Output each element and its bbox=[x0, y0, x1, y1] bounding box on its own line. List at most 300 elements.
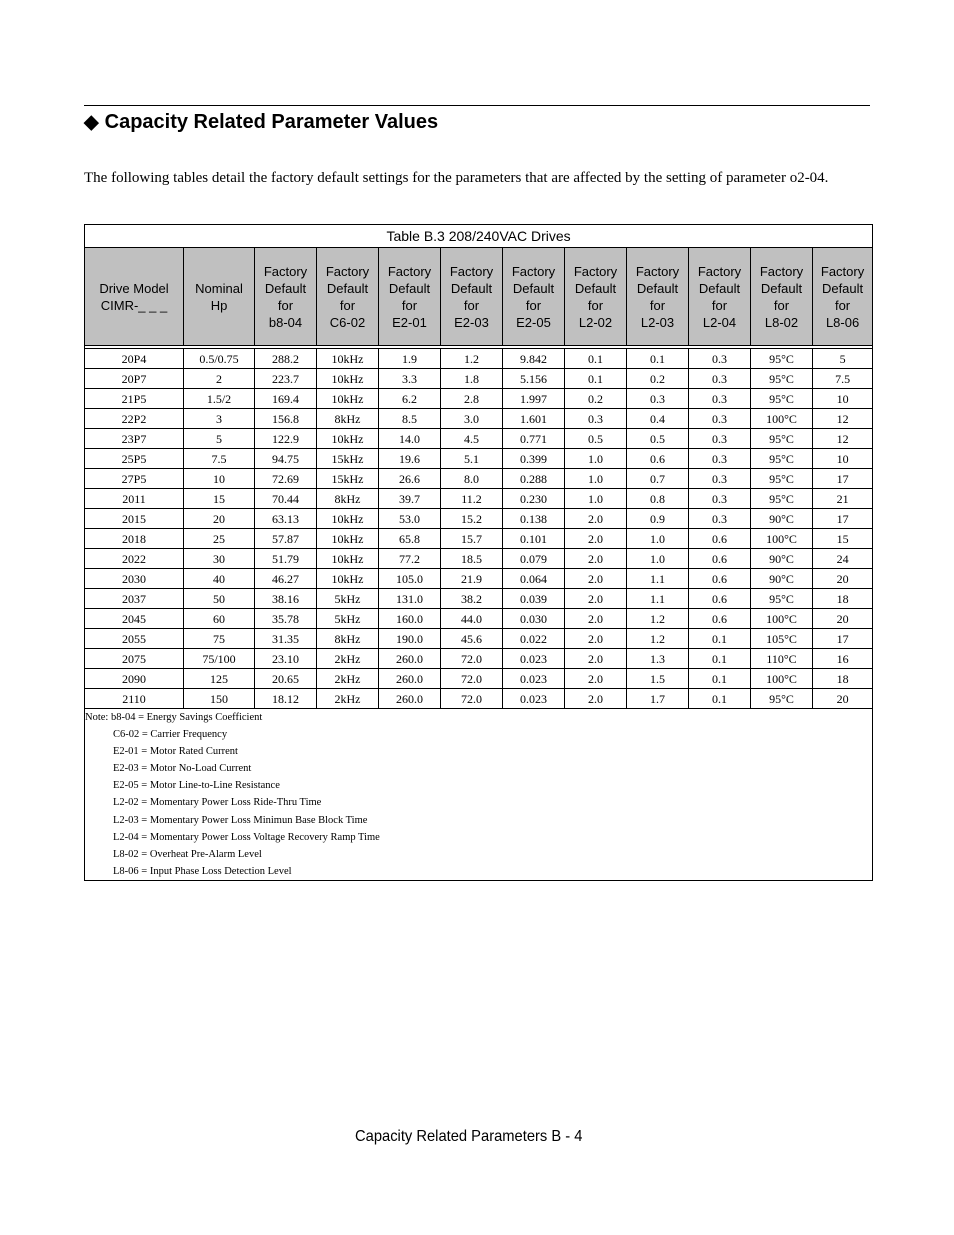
column-header-line: CIMR-_ _ _ bbox=[100, 297, 168, 313]
table-cell: 0.1 bbox=[689, 649, 751, 669]
column-header-line: for bbox=[525, 297, 542, 313]
table-cell: 0.3 bbox=[689, 389, 751, 409]
column-header-line: Drive Model bbox=[99, 280, 169, 296]
table-cell: 0.288 bbox=[503, 469, 565, 489]
table-cell: 22P2 bbox=[85, 409, 184, 429]
table-cell: 51.79 bbox=[255, 549, 317, 569]
table-cell: 27P5 bbox=[85, 469, 184, 489]
page-footer: Capacity Related Parameters B - 4 bbox=[355, 1128, 583, 1145]
column-header-line: Default bbox=[574, 280, 617, 296]
column-header-line: L2-03 bbox=[640, 314, 675, 330]
table-cell: 20 bbox=[813, 609, 873, 629]
table-cell: 14.0 bbox=[379, 429, 441, 449]
column-header-line: for bbox=[277, 297, 294, 313]
column-header-line: Factory bbox=[449, 263, 494, 279]
table-cell: 0.4 bbox=[627, 409, 689, 429]
table-cell: 0.3 bbox=[689, 409, 751, 429]
table-cell: 1.2 bbox=[627, 629, 689, 649]
column-header-line: Factory bbox=[820, 263, 865, 279]
table-cell: 0.2 bbox=[627, 369, 689, 389]
table-row bbox=[85, 649, 873, 669]
note-line: L8-02 = Overheat Pre-Alarm Level bbox=[113, 848, 262, 860]
table-cell: 23P7 bbox=[85, 429, 184, 449]
column-header-line: Factory bbox=[573, 263, 618, 279]
table-cell: 2015 bbox=[85, 509, 184, 529]
table-cell: 20 bbox=[813, 569, 873, 589]
table-cell: 0.5 bbox=[565, 429, 627, 449]
table-cell: 0.1 bbox=[565, 369, 627, 389]
table-cell: 3.0 bbox=[441, 409, 503, 429]
column-header bbox=[689, 248, 751, 346]
table-cell: 75/100 bbox=[184, 649, 255, 669]
table-cell: 2.0 bbox=[565, 669, 627, 689]
table-cell: 1.0 bbox=[565, 449, 627, 469]
table-cell: 45.6 bbox=[441, 629, 503, 649]
table-cell: 2030 bbox=[85, 569, 184, 589]
column-header-line: Default bbox=[760, 280, 803, 296]
column-header-line: Hp bbox=[210, 297, 228, 313]
column-header-line: E2-05 bbox=[516, 314, 551, 330]
table-row bbox=[85, 389, 873, 409]
table-cell: 10kHz bbox=[317, 349, 379, 369]
table-cell: 156.8 bbox=[255, 409, 317, 429]
table-cell: 1.997 bbox=[503, 389, 565, 409]
table-cell: 8kHz bbox=[317, 409, 379, 429]
table-cell: 1.2 bbox=[441, 349, 503, 369]
table-cell: 0.3 bbox=[689, 349, 751, 369]
table-row bbox=[85, 629, 873, 649]
column-header-line: Factory bbox=[635, 263, 680, 279]
column-header-line: b8-04 bbox=[268, 314, 303, 330]
table-cell: 0.3 bbox=[689, 509, 751, 529]
table-cell: 2.0 bbox=[565, 529, 627, 549]
table-cell: 5.156 bbox=[503, 369, 565, 389]
table-cell: 65.8 bbox=[379, 529, 441, 549]
table-cell: 160.0 bbox=[379, 609, 441, 629]
table-cell: 122.9 bbox=[255, 429, 317, 449]
table-cell: 0.3 bbox=[627, 389, 689, 409]
table-cell: 2075 bbox=[85, 649, 184, 669]
column-header-line: Factory bbox=[325, 263, 370, 279]
table-cell: 95°C bbox=[751, 429, 813, 449]
table-cell: 10kHz bbox=[317, 549, 379, 569]
column-header-line: C6-02 bbox=[329, 314, 366, 330]
table-cell: 223.7 bbox=[255, 369, 317, 389]
table-cell: 125 bbox=[184, 669, 255, 689]
table-cell: 0.6 bbox=[689, 529, 751, 549]
table-cell: 6.2 bbox=[379, 389, 441, 409]
note-line: L8-06 = Input Phase Loss Detection Level bbox=[113, 865, 292, 877]
column-header-line: L8-06 bbox=[825, 314, 860, 330]
column-header bbox=[255, 248, 317, 346]
table-cell: 0.6 bbox=[689, 609, 751, 629]
table-cell: 105.0 bbox=[379, 569, 441, 589]
table-cell: 21 bbox=[813, 489, 873, 509]
column-header-line: Factory bbox=[511, 263, 556, 279]
table-cell: 94.75 bbox=[255, 449, 317, 469]
table-cell: 72.0 bbox=[441, 689, 503, 709]
table-cell: 75 bbox=[184, 629, 255, 649]
table-row bbox=[85, 349, 873, 369]
table-cell: 44.0 bbox=[441, 609, 503, 629]
column-header-line: for bbox=[339, 297, 356, 313]
table-cell: 3.3 bbox=[379, 369, 441, 389]
table-row bbox=[85, 589, 873, 609]
table-cell: 0.3 bbox=[689, 449, 751, 469]
table-cell: 30 bbox=[184, 549, 255, 569]
table-cell: 63.13 bbox=[255, 509, 317, 529]
table-cell: 0.1 bbox=[689, 689, 751, 709]
column-header-line: Default bbox=[821, 280, 864, 296]
table-cell: 20P7 bbox=[85, 369, 184, 389]
table-cell: 2.0 bbox=[565, 689, 627, 709]
table-cell: 1.3 bbox=[627, 649, 689, 669]
table-cell: 260.0 bbox=[379, 649, 441, 669]
section-title-text: Capacity Related Parameter Values bbox=[104, 111, 439, 133]
table-cell: 60 bbox=[184, 609, 255, 629]
table-cell: 90°C bbox=[751, 549, 813, 569]
table-cell: 0.3 bbox=[689, 369, 751, 389]
table-cell: 5kHz bbox=[317, 589, 379, 609]
table-cell: 1.9 bbox=[379, 349, 441, 369]
column-header bbox=[85, 248, 184, 346]
table-cell: 5 bbox=[813, 349, 873, 369]
table-cell: 95°C bbox=[751, 689, 813, 709]
column-header-line: for bbox=[463, 297, 480, 313]
table-cell: 18 bbox=[813, 589, 873, 609]
table-cell: 90°C bbox=[751, 569, 813, 589]
table-cell: 95°C bbox=[751, 489, 813, 509]
table-cell: 20 bbox=[184, 509, 255, 529]
column-header-line: for bbox=[711, 297, 728, 313]
note-line: E2-01 = Motor Rated Current bbox=[113, 746, 238, 758]
table-cell: 5 bbox=[184, 429, 255, 449]
column-header bbox=[627, 248, 689, 346]
table-cell: 20.65 bbox=[255, 669, 317, 689]
table-notes bbox=[85, 709, 873, 881]
table-cell: 16 bbox=[813, 649, 873, 669]
table-cell: 8kHz bbox=[317, 489, 379, 509]
note-line: Note: b8-04 = Energy Savings Coefficient bbox=[85, 712, 263, 723]
table-cell: 0.2 bbox=[565, 389, 627, 409]
table-cell: 1.5 bbox=[627, 669, 689, 689]
table-cell: 17 bbox=[813, 629, 873, 649]
table-cell: 0.5/0.75 bbox=[184, 349, 255, 369]
table-cell: 1.8 bbox=[441, 369, 503, 389]
table-cell: 19.6 bbox=[379, 449, 441, 469]
table-cell: 2kHz bbox=[317, 669, 379, 689]
table-cell: 2045 bbox=[85, 609, 184, 629]
intro-paragraph: The following tables detail the factory default settings for the parameters that are affected by the setting of parameter o2-04. bbox=[84, 170, 829, 186]
column-header bbox=[379, 248, 441, 346]
table-cell: 11.2 bbox=[441, 489, 503, 509]
table-cell: 95°C bbox=[751, 589, 813, 609]
table-cell: 10kHz bbox=[317, 389, 379, 409]
column-header-line: for bbox=[587, 297, 604, 313]
column-header bbox=[751, 248, 813, 346]
table-cell: 95°C bbox=[751, 349, 813, 369]
column-header-line: for bbox=[834, 297, 851, 313]
table-row bbox=[85, 669, 873, 689]
table-cell: 12 bbox=[813, 429, 873, 449]
table-cell: 0.7 bbox=[627, 469, 689, 489]
section-title bbox=[84, 109, 438, 136]
note-line: L2-04 = Momentary Power Loss Voltage Recovery Ramp Time bbox=[113, 831, 380, 843]
table-cell: 46.27 bbox=[255, 569, 317, 589]
table-cell: 12 bbox=[813, 409, 873, 429]
table-cell: 31.35 bbox=[255, 629, 317, 649]
column-header-line: Default bbox=[326, 280, 369, 296]
column-header-line: Factory bbox=[263, 263, 308, 279]
table-cell: 95°C bbox=[751, 449, 813, 469]
table-cell: 23.10 bbox=[255, 649, 317, 669]
table-cell: 10 bbox=[184, 469, 255, 489]
table-cell: 2kHz bbox=[317, 649, 379, 669]
table-cell: 95°C bbox=[751, 369, 813, 389]
table-cell: 57.87 bbox=[255, 529, 317, 549]
table-cell: 4.5 bbox=[441, 429, 503, 449]
table-row bbox=[85, 429, 873, 449]
table-cell: 131.0 bbox=[379, 589, 441, 609]
table-cell: 0.6 bbox=[689, 589, 751, 609]
table-row bbox=[85, 409, 873, 429]
table-cell: 10kHz bbox=[317, 569, 379, 589]
table-cell: 0.1 bbox=[627, 349, 689, 369]
table-caption: Table B.3 208/240VAC Drives bbox=[85, 225, 873, 248]
table-cell: 35.78 bbox=[255, 609, 317, 629]
column-header-line: E2-03 bbox=[454, 314, 489, 330]
table-body bbox=[85, 349, 873, 709]
table-cell: 10kHz bbox=[317, 369, 379, 389]
table-cell: 0.5 bbox=[627, 429, 689, 449]
table-cell: 100°C bbox=[751, 529, 813, 549]
table-cell: 0.1 bbox=[689, 669, 751, 689]
table-cell: 288.2 bbox=[255, 349, 317, 369]
table-cell: 24 bbox=[813, 549, 873, 569]
table-cell: 2kHz bbox=[317, 689, 379, 709]
table-cell: 10kHz bbox=[317, 529, 379, 549]
table-cell: 77.2 bbox=[379, 549, 441, 569]
table-cell: 72.0 bbox=[441, 669, 503, 689]
table-cell: 2090 bbox=[85, 669, 184, 689]
column-header-line: for bbox=[401, 297, 418, 313]
table-cell: 0.138 bbox=[503, 509, 565, 529]
table-cell: 0.030 bbox=[503, 609, 565, 629]
table-cell: 2022 bbox=[85, 549, 184, 569]
table-cell: 0.064 bbox=[503, 569, 565, 589]
table-cell: 1.0 bbox=[627, 529, 689, 549]
column-header bbox=[317, 248, 379, 346]
column-header-line: Default bbox=[636, 280, 679, 296]
table-cell: 7.5 bbox=[813, 369, 873, 389]
table-cell: 0.3 bbox=[565, 409, 627, 429]
table-cell: 260.0 bbox=[379, 689, 441, 709]
column-header bbox=[813, 248, 873, 346]
table-cell: 15 bbox=[184, 489, 255, 509]
table-cell: 2037 bbox=[85, 589, 184, 609]
table-cell: 1.7 bbox=[627, 689, 689, 709]
table-cell: 2 bbox=[184, 369, 255, 389]
table-cell: 18 bbox=[813, 669, 873, 689]
table-cell: 8.0 bbox=[441, 469, 503, 489]
table-cell: 5.1 bbox=[441, 449, 503, 469]
table-cell: 8.5 bbox=[379, 409, 441, 429]
table-cell: 20P4 bbox=[85, 349, 184, 369]
table-cell: 2.0 bbox=[565, 549, 627, 569]
table-cell: 0.230 bbox=[503, 489, 565, 509]
table-cell: 2018 bbox=[85, 529, 184, 549]
table-row bbox=[85, 449, 873, 469]
table-cell: 0.6 bbox=[689, 549, 751, 569]
column-header bbox=[565, 248, 627, 346]
table-cell: 0.3 bbox=[689, 429, 751, 449]
table-cell: 20 bbox=[813, 689, 873, 709]
top-rule bbox=[84, 105, 870, 106]
table-cell: 17 bbox=[813, 469, 873, 489]
table-cell: 0.023 bbox=[503, 669, 565, 689]
table-cell: 0.023 bbox=[503, 689, 565, 709]
table-cell: 1.2 bbox=[627, 609, 689, 629]
table-cell: 0.771 bbox=[503, 429, 565, 449]
column-header-line: E2-01 bbox=[392, 314, 427, 330]
table-cell: 15kHz bbox=[317, 449, 379, 469]
table-cell: 0.039 bbox=[503, 589, 565, 609]
column-header-line: L2-04 bbox=[702, 314, 737, 330]
table-cell: 2.0 bbox=[565, 569, 627, 589]
table-row bbox=[85, 369, 873, 389]
table-cell: 0.022 bbox=[503, 629, 565, 649]
table-cell: 0.399 bbox=[503, 449, 565, 469]
table-cell: 18.12 bbox=[255, 689, 317, 709]
table-cell: 0.1 bbox=[689, 629, 751, 649]
note-line: L2-02 = Momentary Power Loss Ride-Thru Time bbox=[113, 797, 322, 809]
diamond-icon: ◆ bbox=[84, 112, 99, 133]
column-header-line: Default bbox=[512, 280, 555, 296]
table-cell: 0.6 bbox=[689, 569, 751, 589]
table-cell: 15kHz bbox=[317, 469, 379, 489]
table-cell: 95°C bbox=[751, 469, 813, 489]
table-cell: 1.0 bbox=[565, 489, 627, 509]
table-header-row bbox=[85, 248, 873, 346]
table-cell: 25 bbox=[184, 529, 255, 549]
column-header bbox=[184, 248, 255, 346]
table-row bbox=[85, 689, 873, 709]
table-cell: 100°C bbox=[751, 669, 813, 689]
table-cell: 0.023 bbox=[503, 649, 565, 669]
table-cell: 95°C bbox=[751, 389, 813, 409]
table-cell: 169.4 bbox=[255, 389, 317, 409]
table-cell: 2110 bbox=[85, 689, 184, 709]
table-cell: 2.0 bbox=[565, 609, 627, 629]
table-cell: 2011 bbox=[85, 489, 184, 509]
note-line: E2-05 = Motor Line-to-Line Resistance bbox=[113, 780, 280, 792]
table-cell: 70.44 bbox=[255, 489, 317, 509]
column-header-line: Factory bbox=[697, 263, 742, 279]
column-header bbox=[503, 248, 565, 346]
table-cell: 26.6 bbox=[379, 469, 441, 489]
table-row bbox=[85, 609, 873, 629]
table-cell: 0.079 bbox=[503, 549, 565, 569]
table-cell: 53.0 bbox=[379, 509, 441, 529]
table-cell: 50 bbox=[184, 589, 255, 609]
table-cell: 190.0 bbox=[379, 629, 441, 649]
table-row bbox=[85, 509, 873, 529]
table-row bbox=[85, 569, 873, 589]
table-cell: 110°C bbox=[751, 649, 813, 669]
table-cell: 100°C bbox=[751, 609, 813, 629]
table-cell: 1.0 bbox=[627, 549, 689, 569]
table-row bbox=[85, 529, 873, 549]
table-cell: 2055 bbox=[85, 629, 184, 649]
table-cell: 2.0 bbox=[565, 589, 627, 609]
table-cell: 25P5 bbox=[85, 449, 184, 469]
table-cell: 15.2 bbox=[441, 509, 503, 529]
table-row bbox=[85, 549, 873, 569]
table-cell: 40 bbox=[184, 569, 255, 589]
note-line: L2-03 = Momentary Power Loss Minimun Base Block Time bbox=[113, 814, 368, 826]
table-cell: 38.16 bbox=[255, 589, 317, 609]
table-cell: 21P5 bbox=[85, 389, 184, 409]
column-header-line: Default bbox=[450, 280, 493, 296]
note-line: C6-02 = Carrier Frequency bbox=[113, 729, 228, 741]
parameter-table bbox=[84, 224, 873, 881]
table-cell: 1.0 bbox=[565, 469, 627, 489]
table-cell: 10kHz bbox=[317, 429, 379, 449]
table-cell: 15 bbox=[813, 529, 873, 549]
column-header-line: Default bbox=[388, 280, 431, 296]
table-cell: 72.69 bbox=[255, 469, 317, 489]
column-header-line: Nominal bbox=[195, 280, 243, 296]
table-cell: 2.8 bbox=[441, 389, 503, 409]
table-cell: 0.8 bbox=[627, 489, 689, 509]
column-header-line: Default bbox=[264, 280, 307, 296]
table-cell: 3 bbox=[184, 409, 255, 429]
table-cell: 17 bbox=[813, 509, 873, 529]
table-cell: 5kHz bbox=[317, 609, 379, 629]
table-cell: 90°C bbox=[751, 509, 813, 529]
table-cell: 0.6 bbox=[627, 449, 689, 469]
column-header-line: for bbox=[649, 297, 666, 313]
table-cell: 21.9 bbox=[441, 569, 503, 589]
column-header-line: Factory bbox=[387, 263, 432, 279]
table-cell: 2.0 bbox=[565, 649, 627, 669]
table-cell: 18.5 bbox=[441, 549, 503, 569]
table-cell: 0.3 bbox=[689, 489, 751, 509]
table-row bbox=[85, 489, 873, 509]
table-cell: 2.0 bbox=[565, 509, 627, 529]
table-cell: 10kHz bbox=[317, 509, 379, 529]
table-cell: 2.0 bbox=[565, 629, 627, 649]
column-header-line: for bbox=[773, 297, 790, 313]
table-cell: 0.1 bbox=[565, 349, 627, 369]
table-cell: 10 bbox=[813, 449, 873, 469]
note-line: E2-03 = Motor No-Load Current bbox=[113, 763, 252, 775]
column-header-line: L2-02 bbox=[578, 314, 613, 330]
table-cell: 1.601 bbox=[503, 409, 565, 429]
table-cell: 1.5/2 bbox=[184, 389, 255, 409]
column-header-line: Default bbox=[698, 280, 741, 296]
table-cell: 0.9 bbox=[627, 509, 689, 529]
column-header bbox=[441, 248, 503, 346]
table-cell: 260.0 bbox=[379, 669, 441, 689]
table-cell: 38.2 bbox=[441, 589, 503, 609]
table-cell: 1.1 bbox=[627, 589, 689, 609]
table-cell: 7.5 bbox=[184, 449, 255, 469]
table-cell: 150 bbox=[184, 689, 255, 709]
column-header-line: L8-02 bbox=[764, 314, 799, 330]
table-cell: 100°C bbox=[751, 409, 813, 429]
column-header-line: Factory bbox=[759, 263, 804, 279]
